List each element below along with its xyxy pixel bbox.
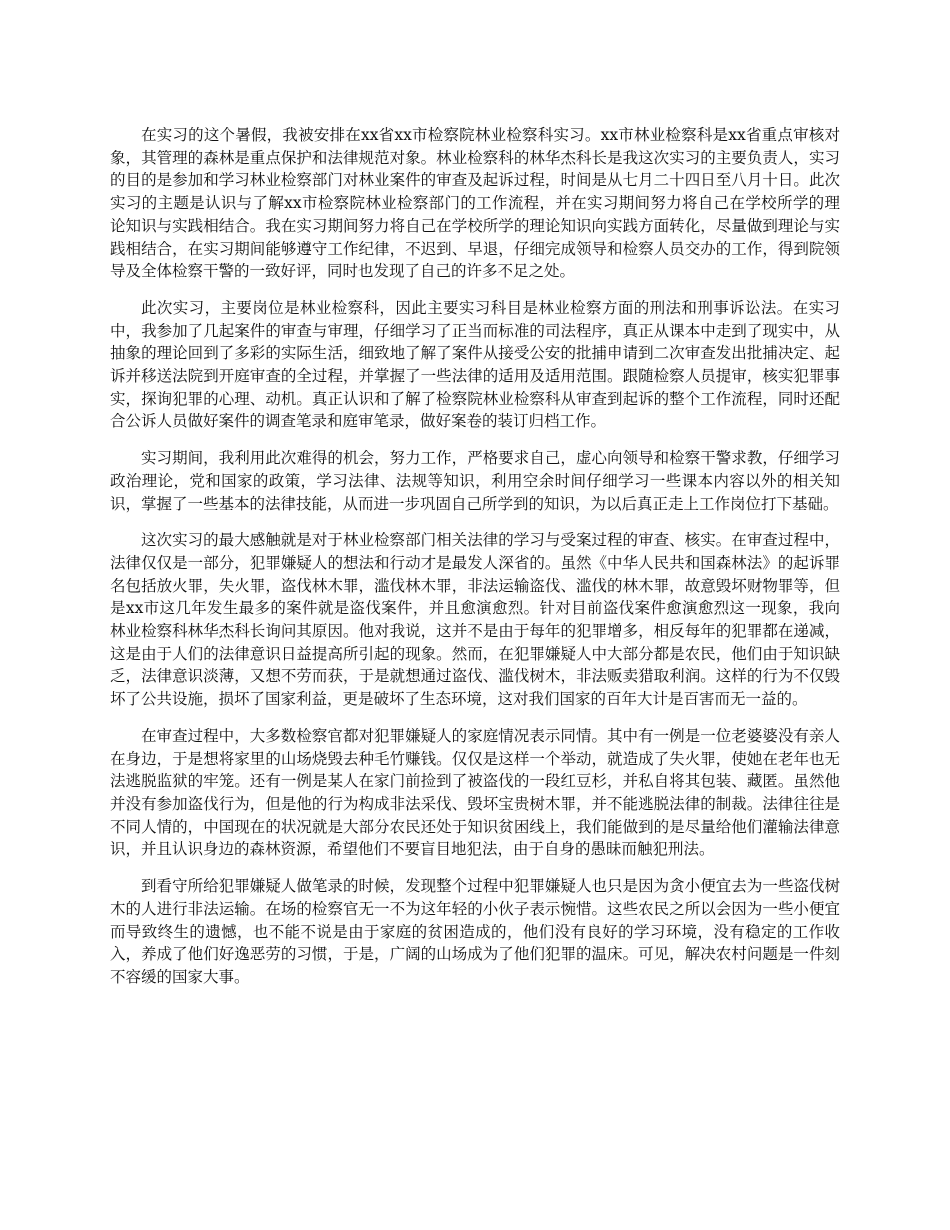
paragraph-review-process: 在审查过程中，大多数检察官都对犯罪嫌疑人的家庭情况表示同情。其中有一例是一位老婆婆没有亲人在身边，于是想将家里的山场烧毁去种毛竹赚钱。仅仅是这样一个举动，就造成了失火罪，使她在老年也无法逃脱监狱的牢笼。还有一例是某人在家门前捡到了被盗伐的一段红豆杉，并私自将其包装、藏匿。虽然他并没有参加盗伐行为，但是他的行为构成非法采伐、毁坏宝贵树木罪，并不能逃脱法律的制裁。法律往往是不同人情的，中国现在的状况就是大部分农民还处于知识贫困线上，我们能做到的是尽量给他们灌输法律意识，并且认识身边的森林资源，希望他们不要盲目地犯法，由于自身的愚昧而触犯刑法。	[110, 726, 840, 859]
paragraph-internship-period: 实习期间，我利用此次难得的机会，努力工作，严格要求自己，虚心向领导和检察干警求教，仔细学习政治理论，党和国家的政策，学习法律、法规等知识，利用空余时间仔细学习一些课本内容以外的相关知识，掌握了一些基本的法律技能，从而进一步巩固自己所学到的知识，为以后真正走上工作岗位打下基础。	[110, 449, 840, 513]
paragraph-main-position: 此次实习，主要岗位是林业检察科，因此主要实习科目是林业检察方面的刑法和刑事诉讼法。在实习中，我参加了几起案件的审查与审理，仔细学习了正当而标准的司法程序，真正从课本中走到了现实中，从抽象的理论回到了多彩的实际生活，细致地了解了案件从接受公安的批捕申请到二次审查发出批捕决定、起诉并移送法院到开庭审查的全过程，并掌握了一些法律的适用及适用范围。跟随检察人员提审，核实犯罪事实，探询犯罪的心理、动机。真正认识和了解了检察院林业检察科从审查到起诉的整个工作流程，同时还配合公诉人员做好案件的调查笔录和庭审笔录，做好案卷的装订归档工作。	[110, 298, 840, 431]
paragraph-detention-record: 到看守所给犯罪嫌疑人做笔录的时候，发现整个过程中犯罪嫌疑人也只是因为贪小便宜去为一些盗伐树木的人进行非法运输。在场的检察官无一不为这年轻的小伙子表示惋惜。这些农民之所以会因为一些小便宜而导致终生的遗憾，也不能不说是由于家庭的贫困造成的，他们没有良好的学习环境，没有稳定的工作收入，养成了他们好逸恶劳的习惯，于是，广阔的山场成为了他们犯罪的温床。可见，解决农村问题是一件刻不容缓的国家大事。	[110, 877, 840, 986]
paragraph-biggest-impression: 这次实习的最大感触就是对于林业检察部门相关法律的学习与受案过程的审查、核实。在审查过程中，法律仅仅是一部分，犯罪嫌疑人的想法和行动才是最发人深省的。虽然《中华人民共和国森林法》的起诉罪名包括放火罪，失火罪，盗伐林木罪，滥伐林木罪，非法运输盗伐、滥伐的林木罪，故意毁坏财物罪等，但是xx市这几年发生最多的案件就是盗伐案件，并且愈演愈烈。针对目前盗伐案件愈演愈烈这一现象，我向林业检察科林华杰科长询问其原因。他对我说，这并不是由于每年的犯罪增多，相反每年的犯罪都在递减，这是由于人们的法律意识日益提高所引起的现象。然而，在犯罪嫌疑人中大部分都是农民，他们由于知识缺乏，法律意识淡薄，又想不劳而获，于是就想通过盗伐、滥伐树木，非法贩卖猎取利润。这样的行为不仅毁坏了公共设施，损坏了国家利益，更是破坏了生态环境，这对我们国家的百年大计是百害而无一益的。	[110, 531, 840, 709]
paragraph-internship-intro: 在实习的这个暑假，我被安排在xx省xx市检察院林业检察科实习。xx市林业检察科是xx省重点审核对象，其管理的森林是重点保护和法律规范对象。林业检察科的林华杰科长是我这次实习的主要负责人，实习的目的是参加和学习林业检察部门对林业案件的审查及起诉过程，时间是从七月二十四日至八月十日。此次实习的主题是认识与了解xx市检察院林业检察部门的工作流程，并在实习期间努力将自己在学校所学的理论知识与实践相结合。我在实习期间努力将自己在学校所学的理论知识向实践方面转化，尽量做到理论与实践相结合，在实习期间能够遵守工作纪律，不迟到、早退，仔细完成领导和检察人员交办的工作，得到院领导及全体检察干警的一致好评，同时也发现了自己的许多不足之处。	[110, 126, 840, 281]
document-body	[110, 124, 840, 1003]
